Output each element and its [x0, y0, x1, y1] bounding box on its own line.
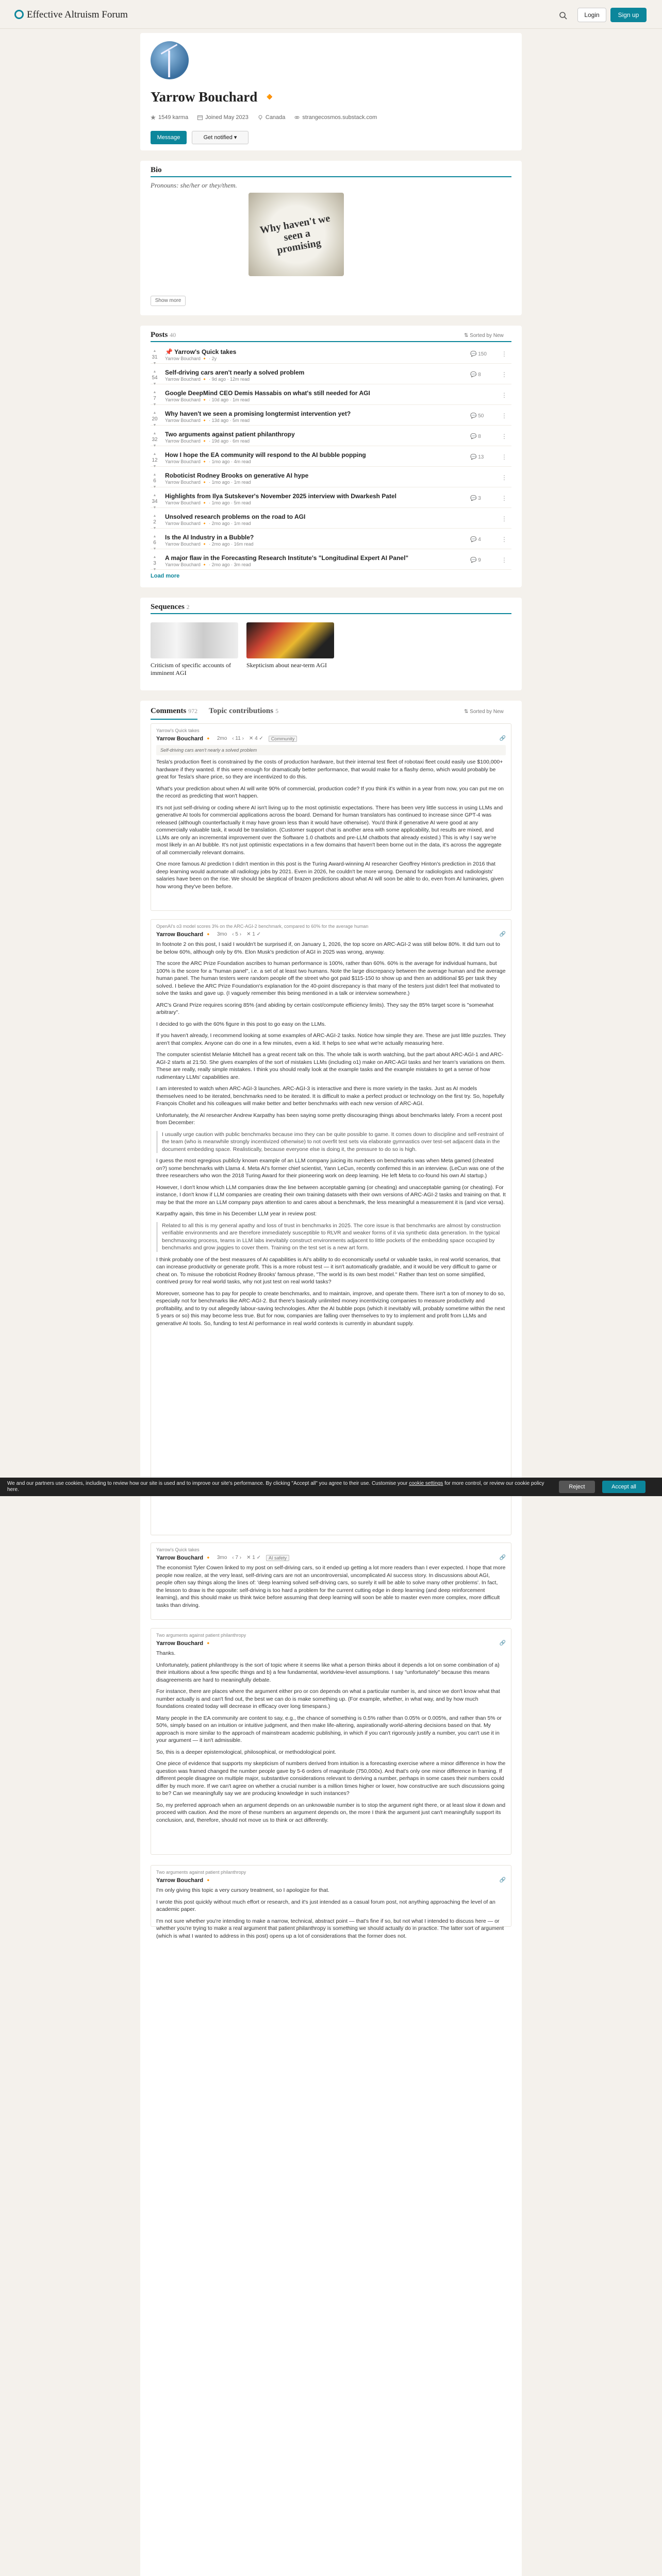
accept-cookies-button[interactable]: Accept all	[602, 1481, 646, 1493]
comment-age: 3mo	[217, 931, 227, 937]
post-menu-icon[interactable]: ⋮	[501, 371, 507, 378]
upvote-icon[interactable]: ▲	[153, 349, 157, 353]
comments-sort-dropdown[interactable]: ⇅ Sorted by New	[464, 709, 504, 715]
comment-quote: Self-driving cars aren't nearly a solved problem	[156, 745, 506, 755]
vote-arrows-icon[interactable]: ‹	[232, 736, 236, 741]
post-row[interactable]	[151, 511, 511, 529]
comment-paragraph: For instance, there are places where the argument either pro or con depends on what a particular number is, and since we don't know what that number actually is and can't find out, the best we can do is make something up. (For example, whether, in what way, and by how much foundations created today will decrease in efficacy over long timespans.)	[156, 1688, 500, 1709]
post-title[interactable]: Why haven't we seen a promising longtermist intervention yet?	[165, 410, 351, 417]
post-menu-icon[interactable]: ⋮	[501, 495, 507, 502]
chevron-down-icon: ▾	[234, 134, 237, 141]
upvote-icon[interactable]: ▲	[153, 535, 157, 538]
comment-parent-post[interactable]: Yarrow's Quick takes	[156, 728, 200, 733]
downvote-icon[interactable]: ▼	[153, 403, 157, 406]
sequence-title[interactable]: Criticism of specific accounts of imminent AGI	[151, 662, 231, 676]
posts-count: 40	[170, 331, 176, 338]
comment-paragraph: I'm not sure whether you're intending to make a narrow, technical, abstract point — that's fine if so, but not what I intended to discuss here — or whether you're trying to make a real argument that patient philanthropy is something we should actually do in practice. The latter sort of argument (which is what I wanted to address in this post) opens up a lot of considerations that the former does not.	[156, 1918, 504, 1939]
comment-paragraph: The score the ARC Prize Foundation ascribes to human performance is 100%, rather than 60%. 60% is the average for individual humans, but 100% is the score for a "human panel", i.e. a set of at least two humans. Note the large discrepancy between the average human and the average human panel. The human testers were random people off the street who got paid $115-150 to show up and then an additional $5 per task they solved. I believe the ARC Prize Foundation's explanation for the 40-point discrepancy is that many of the testers just didn't feel that motivated to solve the tasks and gave up. (I vaguely remember this being mentioned in a talk or interview somewhere.)	[156, 960, 506, 996]
post-title[interactable]: How I hope the EA community will respond to the AI bubble popping	[165, 451, 366, 459]
post-comment-count[interactable]: 💬 50	[470, 413, 484, 419]
comment-icon: 💬	[470, 496, 478, 501]
post-meta: Yarrow Bouchard 🔸 · 13d ago · 5m read	[165, 418, 250, 423]
link-icon[interactable]: 🔗	[499, 1640, 506, 1646]
bio-text: Pronouns: she/her or they/them.	[151, 181, 237, 189]
downvote-icon[interactable]: ▼	[153, 382, 157, 386]
downvote-icon[interactable]: ▼	[153, 568, 157, 571]
avatar	[151, 41, 189, 79]
post-menu-icon[interactable]: ⋮	[501, 433, 507, 440]
profile-name: Yarrow Bouchard 🔸	[151, 89, 278, 105]
post-karma: ▲ 6 ▼	[151, 472, 159, 490]
comment-paragraph: One piece of evidence that supports my skepticism of numbers derived from intuition is a forecasting exercise where a minor difference in how the question was framed changed the number people gave by 5-6 orders of magnitude (750,000x). And that's only one minor difference in framing. If different people disagree on multiple major, substantive considerations relevant to deriving a number, perhaps in some cases their numbers could differ by much more. If we can't agree on whether a crucial number is a million times higher or lower, how constructive are such discussions going to be? Can we meaningfully say we are producing knowledge in such instances?	[156, 1760, 506, 1797]
comment-paragraph: In footnote 2 on this post, I said I wouldn't be surprised if, on January 1, 2026, the top score on ARC-AGI-2 was still below 80%. It did turn out to be below 60%, although only by 6%. Elon Musk's prediction of AGI in 2025 was wrong, anyway.	[156, 941, 500, 955]
post-karma: ▲ 3 ▼	[151, 554, 159, 573]
profile-meta	[151, 114, 377, 121]
tab-comments[interactable]: Comments 972	[151, 707, 197, 720]
sequence-title[interactable]: Skepticism about near-term AGI	[246, 662, 327, 669]
comment-parent-post[interactable]: OpenAI's o3 model scores 3% on the ARC-AGI-2 benchmark, compared to 60% for the average human	[156, 924, 369, 929]
sort-icon: ⇅	[464, 333, 470, 338]
post-meta: Yarrow Bouchard 🔸 · 2y	[165, 356, 217, 361]
post-karma: ▲ 32 ▼	[151, 431, 159, 449]
comment-icon: 💬	[470, 413, 478, 419]
upvote-icon[interactable]: ▲	[153, 473, 157, 477]
post-title[interactable]: Unsolved research problems on the road to AGI	[165, 513, 306, 520]
post-menu-icon[interactable]: ⋮	[501, 350, 507, 358]
sequence-image	[151, 622, 238, 658]
downvote-icon[interactable]: ▼	[153, 423, 157, 427]
bio-divider	[151, 176, 511, 177]
comments-tabs	[151, 707, 278, 720]
comment-body	[151, 1884, 511, 1948]
post-menu-icon[interactable]: ⋮	[501, 453, 507, 461]
comment-block	[151, 1543, 511, 1620]
posts-divider	[151, 341, 511, 342]
post-title[interactable]: Highlights from Ilya Sutskever's November 2025 interview with Dwarkesh Patel	[165, 493, 397, 500]
comment-block	[151, 723, 511, 911]
comment-paragraph: Thanks.	[156, 1650, 176, 1656]
agree-icon[interactable]: ✓	[255, 1555, 261, 1561]
comment-paragraph: The computer scientist Melanie Mitchell has a great recent talk on this. The whole talk is worth watching, but the part about ARC-AGI-1 and ARC-AGI-2 starts at 21:50. She gives examples of the sort of mistakes LLMs (including o1) make on ARC-AGI tasks and her team's variations on them. These are really, really simple mistakes. I think you should really look at the example tasks and the example mistakes to get a sense of how rudimentary LLMs' capabilities are.	[156, 1052, 506, 1080]
link-icon	[294, 115, 300, 120]
upvote-icon[interactable]: ▲	[153, 514, 157, 518]
search-icon[interactable]	[559, 11, 567, 20]
site-name[interactable]: Effective Altruism Forum	[27, 9, 128, 20]
calendar-icon	[197, 115, 203, 120]
comment-paragraph: I'm only giving this topic a very cursory treatment, so I apologize for that.	[156, 1887, 329, 1893]
post-karma: ▲ 54 ▼	[151, 369, 159, 387]
star-icon	[151, 115, 156, 120]
upvote-icon[interactable]: ▲	[153, 432, 157, 435]
post-row[interactable]	[151, 532, 511, 549]
website-link[interactable]: strangecosmos.substack.com	[294, 114, 377, 121]
comment-paragraph: If you haven't already, I recommend looking at some examples of ARC-AGI-2 tasks. Notice how simple they are. These are just little puzzles. They aren't that complex. Anyone can do one in a few minutes, even a kid. It helps to see what we're actually measuring here.	[156, 1032, 506, 1046]
comment-blockquote: I usually urge caution with public benchmarks because imo they can be quite possible to game. It comes down to discipline and self-restraint of the team (who is meanwhile strongly incentivized otherwise) to not overfit test sets via elaborate gymnastics over test-set adjacent data in the document embedding space. Realistically, because everyone else is doing it, the pressure to do so is high.	[156, 1131, 506, 1154]
comment-karma: ‹ 11 ›	[232, 736, 244, 741]
comment-paragraph: One more famous AI prediction I didn't mention in this post is the Turing Award-winning AI researcher Geoffrey Hinton's prediction in 2016 that deep learning would automate all radiology jobs by 2021. Even in 2026, he couldn't be more wrong. Demand for radiologists and radiologists' salaries have been on the rise. We should be skeptical of brazen predictions about what AI will soon be able to do, even from AI luminaries, given how wrong they've been before.	[156, 861, 504, 890]
sequence-image	[246, 622, 334, 658]
post-comment-count[interactable]: 💬 8	[470, 372, 481, 378]
downvote-icon[interactable]: ▼	[153, 506, 157, 510]
comment-icon: 💬	[470, 372, 478, 378]
comment-paragraph: ARC's Grand Prize requires scoring 85% (and abiding by certain cost/compute efficiency limits). They say the 85% target score is "somewhat arbitrary".	[156, 1002, 494, 1015]
comment-agreement: ✕ 1 ✓	[246, 931, 261, 937]
comment-paragraph: Unfortunately, patient philanthropy is the sort of topic where it seems like what a person thinks about it depends a lot on some combination of a) their intuitions about a few specific things and b) a few fundamental, worldview-level assumptions. I say "unfortunately" because this means disagreements are hard to meaningfully debate.	[156, 1662, 500, 1683]
get-notified-button[interactable]: Get notified ▾	[192, 131, 249, 144]
comment-paragraph: I guess the most egregious publicly known example of an LLM company juicing its numbers on benchmarks was when Meta gamed (cheated on?) some benchmarks with Llama 4. Meta AI's former chief scientist, Yann LeCun, recently confirmed this in an interview. (LeCun was one of the three researchers who won the 2018 Turing Award for their pioneering work on deep learning. He left Meta to co-found his own AI startup.)	[156, 1158, 504, 1179]
post-meta: Yarrow Bouchard 🔸 · 1mo ago · 5m read	[165, 500, 251, 505]
posts-title: Posts 40	[151, 331, 176, 339]
profile-card	[140, 33, 522, 150]
post-row[interactable]	[151, 429, 511, 446]
comment-author[interactable]: Yarrow Bouchard 🔸	[156, 736, 212, 742]
post-title[interactable]: A major flaw in the Forecasting Research Institute's "Longitudinal Expert AI Panel"	[165, 554, 409, 562]
post-menu-icon[interactable]: ⋮	[501, 474, 507, 481]
sort-icon: ⇅	[464, 709, 470, 715]
post-row[interactable]	[151, 408, 511, 426]
comment-blockquote: Related to all this is my general apathy and loss of trust in benchmarks in 2025. The core issue is that benchmarks are almost by construction verifiable environments and are therefore immediately susceptible to RLVR and weaker forms of it via synthetic data generation. In the typical benchmaxxing process, teams in LLM labs inevitably construct environments adjacent to little pockets of the embedding space occupied by benchmarks and grow jaggies to cover them. Training on the test set is a new art form.	[156, 1222, 506, 1252]
load-more-posts-button[interactable]: Load more	[151, 573, 180, 579]
comment-author[interactable]: Yarrow Bouchard 🔸	[156, 1877, 212, 1884]
comment-paragraph: The economist Tyler Cowen linked to my post on self-driving cars, so it ended up getting a lot more readers than I ever expected. I hope that more people now realize, at the very least, self-driving cars are not an uncontroversial, uncomplicated AI success story. In discussions about AGI, people often say things along the lines of: 'deep learning solved self-driving cars, so surely it will be able to solve many other problems'. In fact, the lesson to draw is the opposite: self-driving is too hard a problem for the current cutting edge in deep learning (and deep reinforcement learning), and this should make us think twice before assuming that deep learning will soon be able to master even more complex, more difficult tasks than driving.	[156, 1565, 506, 1608]
comment-paragraph: So, this is a deeper epistemological, philosophical, or methodological point.	[156, 1749, 337, 1755]
comment-icon: 💬	[470, 434, 478, 439]
post-karma: ▲ 20 ▼	[151, 410, 159, 429]
post-menu-icon[interactable]: ⋮	[501, 392, 507, 399]
posts-sort-dropdown[interactable]: ⇅ Sorted by New	[464, 333, 504, 338]
comment-paragraph: Moreover, someone has to pay for people to create benchmarks, and to maintain, improve, and operate them. There isn't a ton of money to do so, especially not for benchmarks like ARC-AGI-2. But there's basically unlimited money incentivizing companies to measure productivity and profitability, and to try out allegedly labour-saving technologies. After the AI bubble pops (which it inevitably will, probably sometime within the next 5 years or so) this may become less true. But for now, companies are falling over themselves to try to implement and profit from LLMs and generative AI tools. So, funding to test AI performance in real world contexts is currently in abundant supply.	[156, 1290, 505, 1327]
comment-author[interactable]: Yarrow Bouchard 🔸	[156, 1555, 212, 1561]
post-comment-count[interactable]: 💬 13	[470, 454, 484, 460]
location-pin-icon	[258, 115, 263, 120]
disagree-icon[interactable]: ✕	[246, 931, 253, 937]
post-meta: Yarrow Bouchard 🔸 · 10d ago · 1m read	[165, 397, 250, 402]
post-title[interactable]: 📌 Yarrow's Quick takes	[165, 348, 237, 355]
comment-paragraph: It's not just self-driving or coding where AI isn't living up to the most optimistic expectations. There has been very little success in using LLMs and generative AI tools for commercial applications across the board. Demand for human translators has continued to increase since GPT-4 was released (although counterfactually it may have grown less than it would have otherwise). You'd think if generative AI were good at any commercially valuable task, it would be translation. (Customer support chat is another area with some applicability, but results are mixed, and LLMs are only an incremental improvement over the Software 1.0 chatbots and pre-LLM chatbots that already existed.) This is why I say we're most likely in an AI bubble. It's not just optimistic expectations in a few domains that haven't been borne out in the data, it's across the aggregate of all commercially relevant domains.	[156, 804, 503, 856]
comment-age: 3mo	[217, 1555, 227, 1561]
post-meta: Yarrow Bouchard 🔸 · 9d ago · 12m read	[165, 377, 250, 382]
post-karma: ▲ 2 ▼	[151, 513, 159, 532]
bio-card	[140, 161, 522, 315]
upvote-icon[interactable]: ▲	[153, 494, 157, 497]
post-title[interactable]: Roboticist Rodney Brooks on generative AI hype	[165, 472, 309, 479]
post-title[interactable]: Self-driving cars aren't nearly a solved problem	[165, 369, 305, 376]
comment-karma: ‹ 7 ›	[232, 1555, 242, 1561]
post-karma: ▲ 12 ▼	[151, 451, 159, 470]
comment-body	[151, 1647, 511, 1832]
comment-paragraph: What's your prediction about when AI will write 90% of commercial, production code? If you think it's within in a year from now, you can put me on the record as predicting that won't happen.	[156, 785, 504, 799]
comment-body	[151, 755, 511, 899]
top-bar	[0, 0, 662, 29]
post-karma: ▲ 31 ▼	[151, 348, 159, 367]
comment-author[interactable]: Yarrow Bouchard 🔸	[156, 931, 212, 938]
post-menu-icon[interactable]: ⋮	[501, 556, 507, 564]
bio-title: Bio	[151, 166, 162, 174]
downvote-icon[interactable]: ▼	[153, 485, 157, 489]
signup-button[interactable]: Sign up	[610, 8, 647, 22]
cookie-settings-link[interactable]: cookie settings	[409, 1481, 443, 1486]
comment-parent-post[interactable]: Yarrow's Quick takes	[156, 1547, 200, 1552]
comment-agreement: ✕ 1 ✓	[246, 1555, 261, 1561]
link-icon[interactable]: 🔗	[499, 1555, 506, 1561]
disagree-icon[interactable]: ✕	[246, 1555, 253, 1561]
post-meta: Yarrow Bouchard 🔸 · 1mo ago · 1m read	[165, 480, 251, 485]
comment-header	[151, 1638, 511, 1647]
comment-tag[interactable]: Community	[269, 736, 297, 742]
post-karma: ▲ 6 ▼	[151, 534, 159, 552]
post-title[interactable]: Google DeepMind CEO Demis Hassabis on what's still needed for AGI	[165, 389, 370, 397]
agree-icon[interactable]: ✓	[255, 931, 261, 937]
sequences-title: Sequences 2	[151, 603, 190, 611]
upvote-icon[interactable]: ▲	[153, 411, 157, 415]
vote-arrows-icon[interactable]: ‹	[232, 1555, 236, 1561]
post-meta: Yarrow Bouchard 🔸 · 2mo ago · 1m read	[165, 521, 251, 526]
comment-paragraph: However, I don't know which LLM companies draw the line between acceptable gaming (or cheating) and unacceptable gaming (or cheating). For instance, I don't know if LLM companies are creating their own training datasets with their own versions of ARC-AGI-2 tasks and training on that. It may be that the more an LLM company pays attention to and cares about a benchmark, the less meaningful a measurement it is (and vice versa).	[156, 1184, 506, 1206]
comment-body	[151, 938, 511, 1335]
post-meta: Yarrow Bouchard 🔸 · 19d ago · 6m read	[165, 438, 250, 444]
upvote-icon[interactable]: ▲	[153, 391, 157, 394]
bio-image-caption: Why haven't we seen a promising	[259, 212, 331, 256]
post-comment-count[interactable]: 💬 9	[470, 557, 481, 563]
login-button[interactable]: Login	[577, 8, 606, 22]
comment-header	[151, 1552, 511, 1561]
downvote-icon[interactable]: ▼	[153, 465, 157, 468]
post-comment-count[interactable]: 💬 8	[470, 434, 481, 439]
post-karma: ▲ 7 ▼	[151, 389, 159, 408]
post-row[interactable]	[151, 470, 511, 487]
comment-paragraph: So, my preferred approach when an argument depends on an unknowable number is to stop the argument right there, or at least slow it down and proceed with caution. And the more of these numbers an argument depends on, the more I think the argument just can't meaningfully support its conclusion, and, therefore, should not move us to think or act differently.	[156, 1802, 506, 1823]
post-meta: Yarrow Bouchard 🔸 · 2mo ago · 16m read	[165, 541, 254, 547]
post-title[interactable]: Two arguments against patient philanthropy	[165, 431, 295, 438]
sequence-card[interactable]	[246, 622, 334, 682]
comment-icon: 💬	[470, 454, 478, 460]
comment-author[interactable]: Yarrow Bouchard 🔸	[156, 1640, 212, 1647]
post-title[interactable]: Is the AI Industry in a Bubble?	[165, 534, 254, 541]
agree-icon[interactable]: ✓	[257, 736, 263, 741]
downvote-icon[interactable]: ▼	[153, 527, 157, 530]
upvote-icon[interactable]: ▲	[153, 555, 157, 559]
comment-block	[151, 919, 511, 1535]
comments-card	[140, 701, 522, 2576]
comment-paragraph: I decided to go with the 60% figure in this post to go easy on the LLMs.	[156, 1021, 326, 1027]
post-row[interactable]	[151, 387, 511, 405]
sequence-card[interactable]	[151, 622, 238, 682]
post-row[interactable]	[151, 490, 511, 508]
sequences-divider	[151, 613, 511, 614]
post-row[interactable]	[151, 552, 511, 570]
cookie-banner	[0, 1478, 662, 1496]
post-meta: Yarrow Bouchard 🔸 · 2mo ago · 3m read	[165, 562, 251, 567]
bio-image	[249, 193, 344, 276]
comment-paragraph: Karpathy again, this time in his December LLM year in review post:	[156, 1211, 317, 1217]
comment-karma: ‹ 5 ›	[232, 931, 242, 937]
post-row[interactable]	[151, 367, 511, 384]
downvote-icon[interactable]: ▼	[153, 362, 157, 365]
post-row[interactable]	[151, 346, 511, 364]
post-comment-count[interactable]: 💬 4	[470, 537, 481, 543]
comment-icon: 💬	[470, 557, 478, 563]
comment-icon: 💬	[470, 351, 478, 357]
link-icon[interactable]: 🔗	[499, 736, 506, 741]
downvote-icon[interactable]: ▼	[153, 547, 157, 551]
comment-header	[151, 1875, 511, 1884]
posts-card	[140, 326, 522, 587]
vote-arrows-icon[interactable]: ‹	[232, 931, 236, 937]
forum-logo-icon[interactable]	[14, 10, 24, 19]
post-meta: Yarrow Bouchard 🔸 · 1mo ago · 4m read	[165, 459, 251, 464]
comment-block	[151, 1628, 511, 1855]
comment-header	[151, 733, 511, 742]
comment-body	[151, 1561, 511, 1617]
tab-topic-contributions[interactable]: Topic contributions 5	[209, 707, 279, 715]
comment-tag[interactable]: AI safety	[266, 1555, 289, 1561]
message-button[interactable]: Message	[151, 131, 187, 144]
link-icon[interactable]: 🔗	[499, 1877, 506, 1883]
upvote-icon[interactable]: ▲	[153, 452, 157, 456]
comment-icon: 💬	[470, 537, 478, 543]
post-comment-count[interactable]: 💬 3	[470, 496, 481, 501]
disagree-icon[interactable]: ✕	[249, 736, 255, 741]
post-karma: ▲ 34 ▼	[151, 493, 159, 511]
pin-icon: 📌	[165, 348, 175, 355]
post-menu-icon[interactable]: ⋮	[501, 536, 507, 543]
post-menu-icon[interactable]: ⋮	[501, 412, 507, 419]
post-menu-icon[interactable]: ⋮	[501, 515, 507, 522]
joined-stat: Joined May 2023	[197, 114, 249, 121]
location-stat: Canada	[258, 114, 286, 121]
comment-block	[151, 1865, 511, 1939]
comment-paragraph: Many people in the EA community are content to say, e.g., the chance of something is 0.5% rather than 0.05% or 0.005%, and rather than 5% or 50%, simply based on an intuition or intuitive judgment, and then make life-altering, aspirationally world-altering decisions based on that. My approach is more similar to the approach of mainstream academic publishing, in which if you can't rigorously justify a number, you can't use it in your argument — it isn't admissible.	[156, 1715, 502, 1743]
comment-agreement: ✕ 4 ✓	[249, 736, 263, 741]
comment-paragraph: I think probably one of the best measures of AI capabilities is AI's ability to do economically useful or valuable tasks, in real world scenarios, that can increase productivity or generate profit. This is a more robust test — it isn't automatically gradable, and it would be very difficult to game or cheat on. To misuse the roboticist Rodney Brooks' famous phrase, "The world is its own best model." Rather than test on some simplified, contrived proxy for real world tasks, why not just test on real world tasks?	[156, 1256, 501, 1285]
cookie-text: We and our partners use cookies, including to review how our site is used and to improve our site's performance. By clicking "Accept all" you agree to their use. Customise your cookie settings for more control, or review our cookie policy here.	[7, 1481, 544, 1493]
comment-paragraph: Tesla's production fleet is constrained by the costs of production hardware, but their internal test fleet of robotaxi fleet could easily use $100,000+ hardware if they wanted. If this were enough for dramatically better performance, that would make for a flashy demo, which would probably be great for Tesla's share price, so they are incentivized to do this.	[156, 759, 503, 780]
post-row[interactable]	[151, 449, 511, 467]
comment-parent-post[interactable]: Two arguments against patient philanthropy	[156, 1870, 246, 1875]
upvote-icon[interactable]: ▲	[153, 370, 157, 374]
reject-cookies-button[interactable]: Reject	[559, 1481, 595, 1493]
comment-paragraph: Unfortunately, the AI researcher Andrew Karpathy has been saying some pretty discouraging things about benchmarks lately. From a recent post from December:	[156, 1112, 502, 1126]
comment-age: 2mo	[217, 736, 227, 741]
comment-parent-post[interactable]: Two arguments against patient philanthropy	[156, 1633, 246, 1638]
karma-stat: 1549 karma	[151, 114, 188, 121]
show-more-button[interactable]: Show more	[151, 296, 186, 306]
post-comment-count[interactable]: 💬 150	[470, 351, 487, 357]
comment-paragraph: I wrote this post quickly without much effort or research, and it's just intended as a casual forum post, not anything approaching the level of an academic paper.	[156, 1899, 495, 1912]
downvote-icon[interactable]: ▼	[153, 444, 157, 448]
sequences-card	[140, 598, 522, 690]
comment-paragraph: I am interested to watch when ARC-AGI-3 launches. ARC-AGI-3 is interactive and there is more variety in the tasks. Just as AI models themselves need to be iterated, benchmarks need to be iterated. It is difficult to make a perfect product or technology on the first try. So, hopefully François Chollet and his colleagues will make better and better benchmarks with each new version of ARC-AGI.	[156, 1086, 504, 1107]
link-icon[interactable]: 🔗	[499, 931, 506, 937]
comment-header	[151, 929, 511, 938]
